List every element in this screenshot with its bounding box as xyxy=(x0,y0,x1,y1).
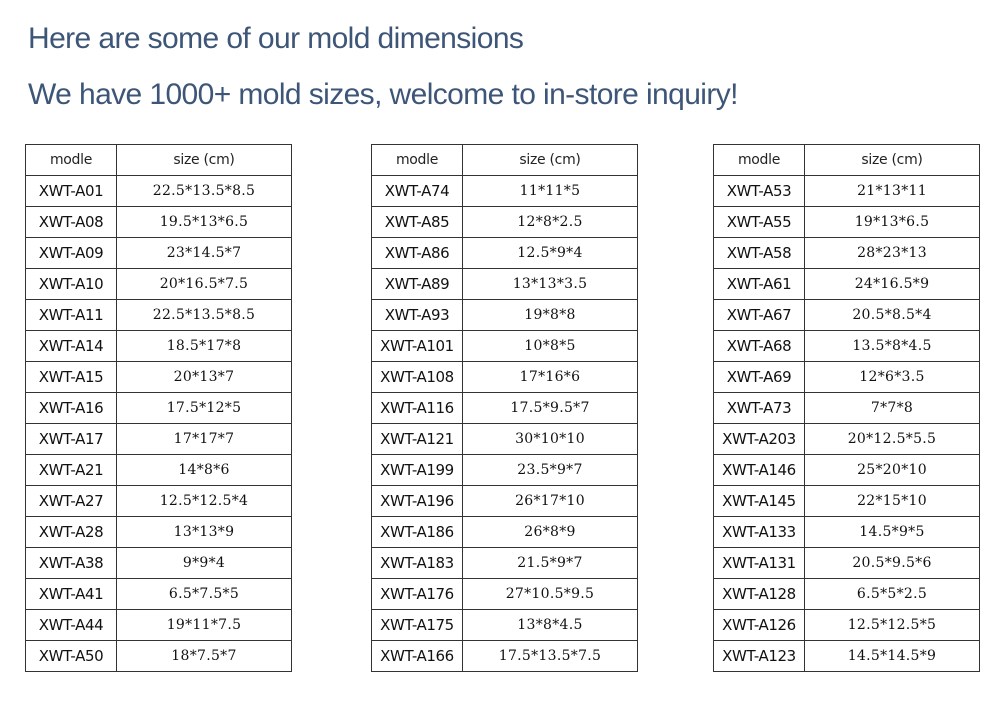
size-cell: 7*7*8 xyxy=(805,393,980,424)
table-row xyxy=(714,176,980,207)
model-cell: XWT-A44 xyxy=(26,610,117,641)
model-cell: XWT-A09 xyxy=(26,238,117,269)
model-cell: XWT-A196 xyxy=(372,486,463,517)
size-cell: 17.5*13.5*7.5 xyxy=(463,641,638,672)
model-cell: XWT-A145 xyxy=(714,486,805,517)
model-cell: XWT-A166 xyxy=(372,641,463,672)
table-row xyxy=(372,548,638,579)
size-cell: 19*11*7.5 xyxy=(117,610,292,641)
size-cell: 17*17*7 xyxy=(117,424,292,455)
table-row xyxy=(372,393,638,424)
size-cell: 22.5*13.5*8.5 xyxy=(117,176,292,207)
table-row xyxy=(26,238,292,269)
size-cell: 18.5*17*8 xyxy=(117,331,292,362)
table-row xyxy=(714,300,980,331)
table-row xyxy=(372,641,638,672)
size-cell: 12*8*2.5 xyxy=(463,207,638,238)
size-cell: 10*8*5 xyxy=(463,331,638,362)
size-cell: 12*6*3.5 xyxy=(805,362,980,393)
table-row xyxy=(372,300,638,331)
model-cell: XWT-A128 xyxy=(714,579,805,610)
model-cell: XWT-A203 xyxy=(714,424,805,455)
heading-line-2: We have 1000+ mold sizes, welcome to in-store inquiry! xyxy=(28,78,738,111)
table-row xyxy=(714,579,980,610)
table-body xyxy=(714,176,980,672)
model-cell: XWT-A27 xyxy=(26,486,117,517)
size-cell: 14.5*9*5 xyxy=(805,517,980,548)
model-cell: XWT-A38 xyxy=(26,548,117,579)
model-cell: XWT-A199 xyxy=(372,455,463,486)
model-cell: XWT-A58 xyxy=(714,238,805,269)
size-cell: 19*13*6.5 xyxy=(805,207,980,238)
model-cell: XWT-A68 xyxy=(714,331,805,362)
table-row xyxy=(372,269,638,300)
size-cell: 17.5*12*5 xyxy=(117,393,292,424)
table-row xyxy=(714,269,980,300)
table-header-row xyxy=(372,145,638,176)
size-cell: 9*9*4 xyxy=(117,548,292,579)
model-cell: XWT-A126 xyxy=(714,610,805,641)
model-cell: XWT-A21 xyxy=(26,455,117,486)
size-cell: 19.5*13*6.5 xyxy=(117,207,292,238)
size-cell: 26*8*9 xyxy=(463,517,638,548)
size-cell: 14.5*14.5*9 xyxy=(805,641,980,672)
table-row xyxy=(714,362,980,393)
table-row xyxy=(714,486,980,517)
header-size: size (cm) xyxy=(117,145,292,176)
model-cell: XWT-A41 xyxy=(26,579,117,610)
size-cell: 12.5*12.5*4 xyxy=(117,486,292,517)
heading-line-1: Here are some of our mold dimensions xyxy=(28,22,524,55)
size-cell: 13*8*4.5 xyxy=(463,610,638,641)
header-size: size (cm) xyxy=(463,145,638,176)
size-cell: 22.5*13.5*8.5 xyxy=(117,300,292,331)
table-row xyxy=(26,207,292,238)
table-row xyxy=(714,207,980,238)
model-cell: XWT-A93 xyxy=(372,300,463,331)
model-cell: XWT-A131 xyxy=(714,548,805,579)
table-row xyxy=(372,331,638,362)
table-row xyxy=(714,393,980,424)
table-row xyxy=(26,641,292,672)
size-cell: 20*16.5*7.5 xyxy=(117,269,292,300)
model-cell: XWT-A15 xyxy=(26,362,117,393)
header-size: size (cm) xyxy=(805,145,980,176)
table-row xyxy=(714,238,980,269)
table-row xyxy=(372,238,638,269)
model-cell: XWT-A55 xyxy=(714,207,805,238)
size-cell: 13.5*8*4.5 xyxy=(805,331,980,362)
model-cell: XWT-A146 xyxy=(714,455,805,486)
table-row xyxy=(26,424,292,455)
table-row xyxy=(26,176,292,207)
size-cell: 6.5*7.5*5 xyxy=(117,579,292,610)
size-cell: 14*8*6 xyxy=(117,455,292,486)
table-row xyxy=(26,269,292,300)
size-cell: 21.5*9*7 xyxy=(463,548,638,579)
table-row xyxy=(714,548,980,579)
header-model: modle xyxy=(26,145,117,176)
size-cell: 27*10.5*9.5 xyxy=(463,579,638,610)
table-row xyxy=(26,455,292,486)
size-cell: 21*13*11 xyxy=(805,176,980,207)
table-row xyxy=(372,486,638,517)
model-cell: XWT-A11 xyxy=(26,300,117,331)
size-cell: 23.5*9*7 xyxy=(463,455,638,486)
size-cell: 30*10*10 xyxy=(463,424,638,455)
model-cell: XWT-A183 xyxy=(372,548,463,579)
model-cell: XWT-A16 xyxy=(26,393,117,424)
size-cell: 6.5*5*2.5 xyxy=(805,579,980,610)
table-row xyxy=(372,207,638,238)
size-cell: 19*8*8 xyxy=(463,300,638,331)
model-cell: XWT-A86 xyxy=(372,238,463,269)
table-row xyxy=(372,610,638,641)
table-row xyxy=(26,300,292,331)
mold-size-table-3 xyxy=(713,144,980,672)
table-row xyxy=(714,641,980,672)
model-cell: XWT-A17 xyxy=(26,424,117,455)
model-cell: XWT-A73 xyxy=(714,393,805,424)
table-body xyxy=(26,176,292,672)
table-row xyxy=(714,610,980,641)
model-cell: XWT-A08 xyxy=(26,207,117,238)
table-header-row xyxy=(714,145,980,176)
model-cell: XWT-A89 xyxy=(372,269,463,300)
table-row xyxy=(714,331,980,362)
size-cell: 12.5*12.5*5 xyxy=(805,610,980,641)
size-cell: 12.5*9*4 xyxy=(463,238,638,269)
table-row xyxy=(372,424,638,455)
size-cell: 13*13*3.5 xyxy=(463,269,638,300)
model-cell: XWT-A14 xyxy=(26,331,117,362)
model-cell: XWT-A176 xyxy=(372,579,463,610)
model-cell: XWT-A123 xyxy=(714,641,805,672)
table-row xyxy=(26,331,292,362)
mold-size-table-1 xyxy=(25,144,292,672)
table-row xyxy=(26,393,292,424)
size-cell: 20.5*9.5*6 xyxy=(805,548,980,579)
model-cell: XWT-A74 xyxy=(372,176,463,207)
table-row xyxy=(26,362,292,393)
mold-size-table-2 xyxy=(371,144,638,672)
model-cell: XWT-A116 xyxy=(372,393,463,424)
model-cell: XWT-A186 xyxy=(372,517,463,548)
model-cell: XWT-A69 xyxy=(714,362,805,393)
table-row xyxy=(714,517,980,548)
table-row xyxy=(714,424,980,455)
size-cell: 25*20*10 xyxy=(805,455,980,486)
size-cell: 11*11*5 xyxy=(463,176,638,207)
table-row xyxy=(372,579,638,610)
size-cell: 20*12.5*5.5 xyxy=(805,424,980,455)
table-row xyxy=(26,610,292,641)
size-cell: 28*23*13 xyxy=(805,238,980,269)
table-row xyxy=(372,455,638,486)
table-header-row xyxy=(26,145,292,176)
size-cell: 22*15*10 xyxy=(805,486,980,517)
size-cell: 23*14.5*7 xyxy=(117,238,292,269)
size-cell: 13*13*9 xyxy=(117,517,292,548)
size-cell: 26*17*10 xyxy=(463,486,638,517)
table-row xyxy=(26,548,292,579)
model-cell: XWT-A61 xyxy=(714,269,805,300)
table-row xyxy=(372,517,638,548)
model-cell: XWT-A175 xyxy=(372,610,463,641)
table-row xyxy=(714,455,980,486)
size-cell: 18*7.5*7 xyxy=(117,641,292,672)
model-cell: XWT-A121 xyxy=(372,424,463,455)
table-row xyxy=(372,362,638,393)
model-cell: XWT-A28 xyxy=(26,517,117,548)
table-row xyxy=(372,176,638,207)
size-cell: 17.5*9.5*7 xyxy=(463,393,638,424)
header-model: modle xyxy=(372,145,463,176)
model-cell: XWT-A10 xyxy=(26,269,117,300)
model-cell: XWT-A67 xyxy=(714,300,805,331)
size-cell: 20*13*7 xyxy=(117,362,292,393)
table-body xyxy=(372,176,638,672)
model-cell: XWT-A133 xyxy=(714,517,805,548)
size-cell: 17*16*6 xyxy=(463,362,638,393)
model-cell: XWT-A50 xyxy=(26,641,117,672)
table-row xyxy=(26,486,292,517)
model-cell: XWT-A85 xyxy=(372,207,463,238)
model-cell: XWT-A53 xyxy=(714,176,805,207)
size-cell: 24*16.5*9 xyxy=(805,269,980,300)
table-row xyxy=(26,579,292,610)
size-cell: 20.5*8.5*4 xyxy=(805,300,980,331)
header-model: modle xyxy=(714,145,805,176)
table-row xyxy=(26,517,292,548)
model-cell: XWT-A108 xyxy=(372,362,463,393)
model-cell: XWT-A01 xyxy=(26,176,117,207)
model-cell: XWT-A101 xyxy=(372,331,463,362)
